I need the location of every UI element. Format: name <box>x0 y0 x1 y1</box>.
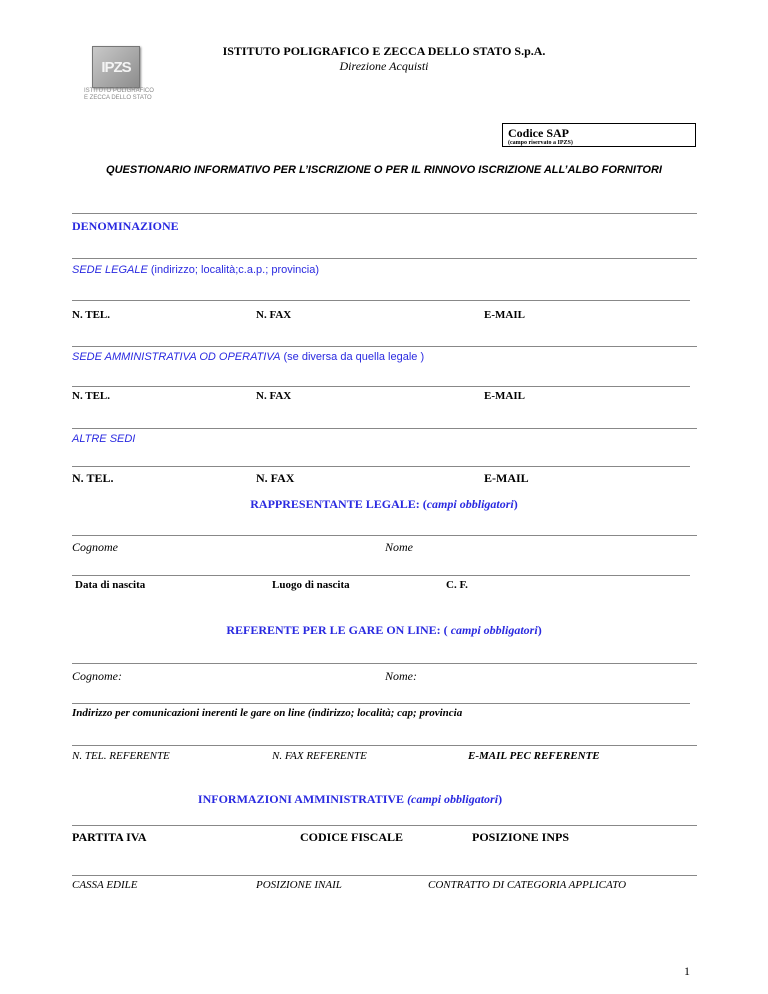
rappresentante-heading: RAPPRESENTANTE LEGALE: (campi obbligatori) <box>250 497 518 511</box>
header-subtitle: Direzione Acquisti <box>339 59 429 73</box>
altre-sedi-label: ALTRE SEDI <box>72 433 136 445</box>
field-line[interactable] <box>72 875 697 876</box>
referente-fax-label: N. FAX REFERENTE <box>272 750 367 762</box>
referente-email-label: E-MAIL PEC REFERENTE <box>468 750 600 762</box>
email-label: E-MAIL <box>484 309 525 321</box>
field-line[interactable] <box>72 300 690 301</box>
field-line[interactable] <box>72 428 697 429</box>
logo-caption: ISTITUTO POLIGRAFICO E ZECCA DELLO STATO <box>84 88 154 101</box>
referente-nome-label: Nome: <box>385 669 417 683</box>
denominazione-label: DENOMINAZIONE <box>72 219 179 233</box>
data-nascita-label: Data di nascita <box>75 579 146 591</box>
nome-label: Nome <box>385 540 413 554</box>
fax-label: N. FAX <box>256 309 292 321</box>
referente-cognome-label: Cognome: <box>72 669 122 683</box>
tel-label: N. TEL. <box>72 390 111 402</box>
field-line[interactable] <box>72 213 697 214</box>
partita-iva-label: PARTITA IVA <box>72 830 147 844</box>
field-line[interactable] <box>72 346 697 347</box>
tel-label: N. TEL. <box>72 309 111 321</box>
form-title: QUESTIONARIO INFORMATIVO PER L’ISCRIZIONE O PER IL RINNOVO ISCRIZIONE ALL’ALBO FORNITORI <box>106 164 662 176</box>
fax-label: N. FAX <box>256 471 295 485</box>
cf-label: C. F. <box>446 579 468 591</box>
referente-indirizzo-label: Indirizzo per comunicazioni inerenti le gare on line (indirizzo; località; cap; provincia <box>72 707 463 719</box>
field-line[interactable] <box>72 386 690 387</box>
page-number: 1 <box>684 964 690 978</box>
header-title: ISTITUTO POLIGRAFICO E ZECCA DELLO STATO S.p.A. <box>222 44 546 58</box>
field-line[interactable] <box>72 466 690 467</box>
cassa-edile-label: CASSA EDILE <box>72 879 138 891</box>
codice-fiscale-label: CODICE FISCALE <box>300 830 404 844</box>
field-line[interactable] <box>72 258 697 259</box>
sede-amministrativa-label: SEDE AMMINISTRATIVA OD OPERATIVA (se diversa da quella legale ) <box>72 351 425 363</box>
email-label: E-MAIL <box>484 471 529 485</box>
field-line[interactable] <box>72 663 697 664</box>
sede-legale-label: SEDE LEGALE (indirizzo; località;c.a.p.; provincia) <box>72 264 320 276</box>
field-line[interactable] <box>72 825 697 826</box>
referente-heading: REFERENTE PER LE GARE ON LINE: ( campi obbligatori) <box>226 623 542 637</box>
referente-tel-label: N. TEL. REFERENTE <box>72 750 170 762</box>
sap-label: Codice SAP <box>508 126 569 140</box>
luogo-nascita-label: Luogo di nascita <box>272 579 350 591</box>
posizione-inail-label: POSIZIONE INAIL <box>256 879 342 891</box>
sap-note: (campo riservato a IPZS) <box>508 140 573 146</box>
cognome-label: Cognome <box>72 540 118 554</box>
field-line[interactable] <box>72 575 690 576</box>
field-line[interactable] <box>72 703 690 704</box>
fax-label: N. FAX <box>256 390 292 402</box>
field-line[interactable] <box>72 745 697 746</box>
logo-text: IPZS <box>101 58 131 76</box>
email-label: E-MAIL <box>484 390 525 402</box>
contratto-label: CONTRATTO DI CATEGORIA APPLICATO <box>428 879 627 891</box>
posizione-inps-label: POSIZIONE INPS <box>472 830 570 844</box>
sap-code-box[interactable] <box>502 123 696 147</box>
field-line[interactable] <box>72 535 697 536</box>
amministrative-heading: INFORMAZIONI AMMINISTRATIVE (campi obbligatori) <box>197 792 503 806</box>
tel-label: N. TEL. <box>72 471 114 485</box>
